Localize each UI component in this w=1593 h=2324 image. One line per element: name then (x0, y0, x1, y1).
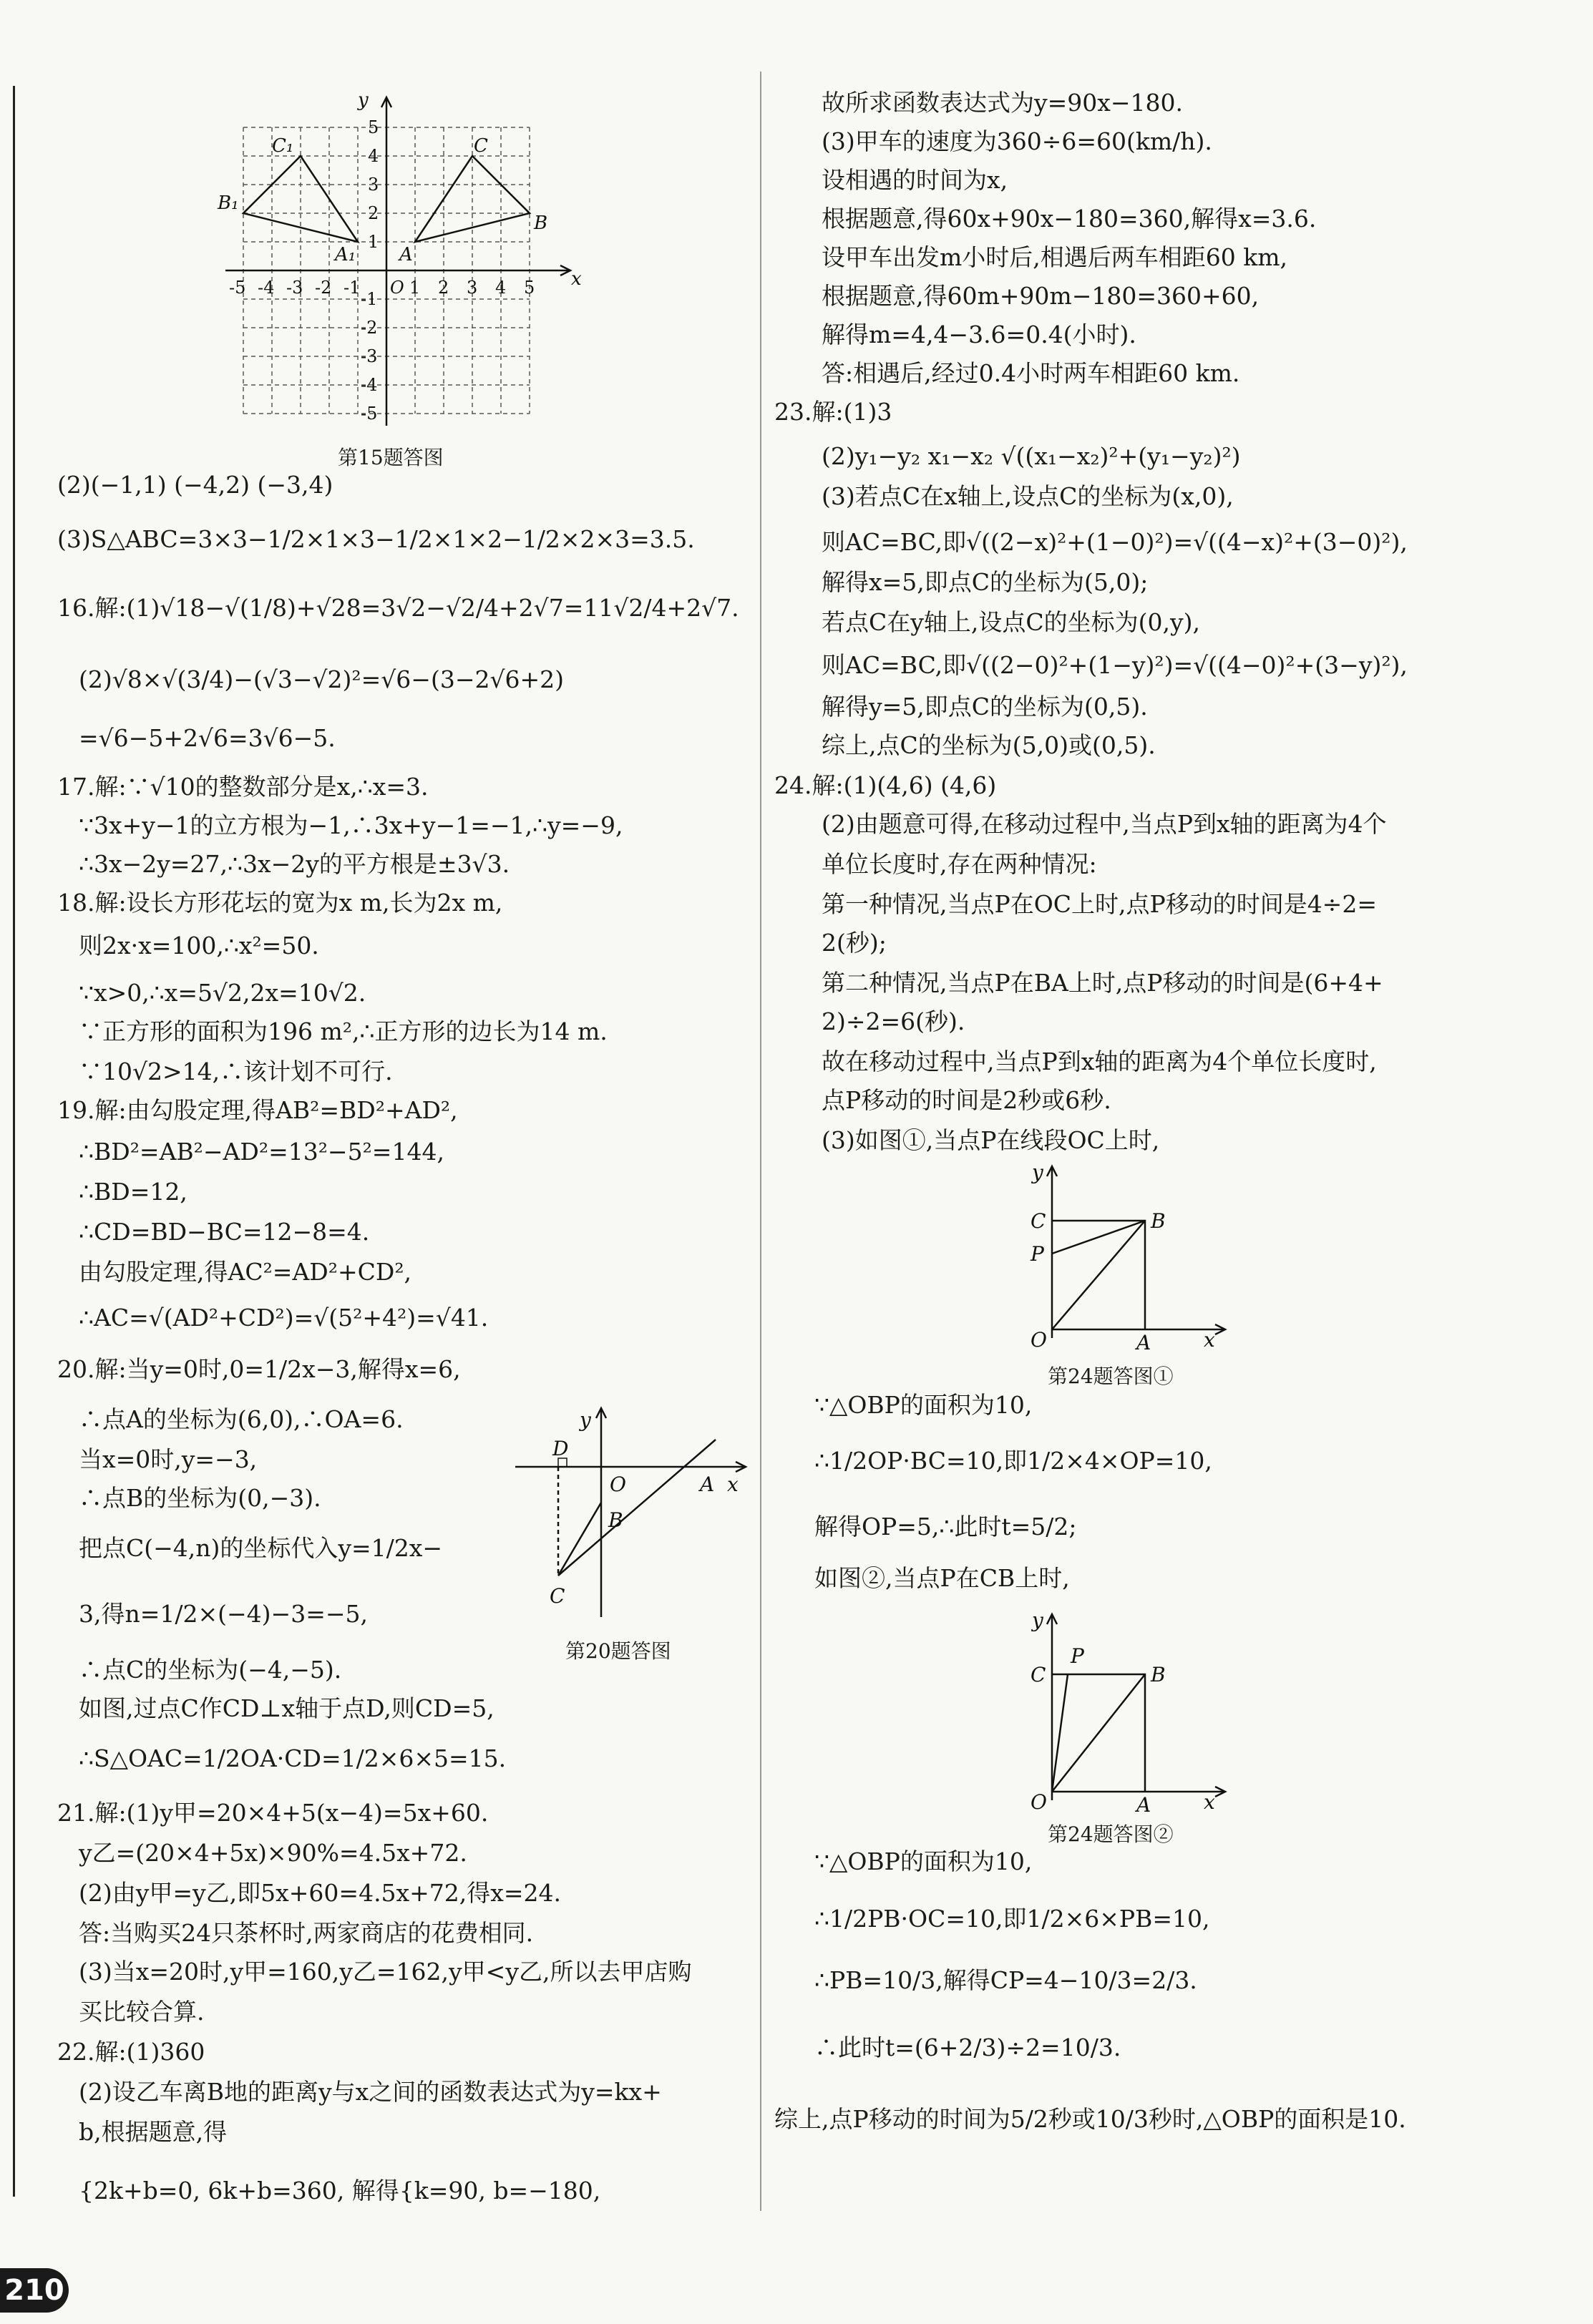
left-line: ∴S△OAC=1/2OA·CD=1/2×6×5=15. (79, 1744, 507, 1772)
right-line: 解得x=5,即点C的坐标为(5,0); (822, 568, 1149, 596)
fig15-label-c1: C₁ (272, 135, 294, 157)
right-line: 23.解:(1)3 (774, 398, 892, 426)
figure-24-1-caption: 第24题答图① (1048, 1364, 1174, 1388)
figure-20-graph (515, 1402, 759, 1631)
right-line: 则AC=BC,即√((2−x)²+(1−0)²)=√((4−x)²+(3−0)²), (822, 528, 1408, 556)
right-line: 则AC=BC,即√((2−0)²+(1−y)²)=√((4−0)²+(3−y)²), (822, 651, 1408, 679)
right-line: ∴此时t=(6+2/3)÷2=10/3. (814, 2034, 1121, 2061)
left-line: 答:当购买24只茶杯时,两家商店的花费相同. (79, 1919, 534, 1947)
fig15-ytick: 5 (368, 117, 379, 137)
fig15-ytick: -2 (361, 318, 378, 338)
right-line: 24.解:(1)(4,6) (4,6) (774, 771, 997, 799)
left-line: {2k+b=0, 6k+b=360, 解得{k=90, b=−180, (79, 2177, 601, 2205)
fig24a-label-c: C (1031, 1209, 1046, 1233)
left-line: ∴AC=√(AD²+CD²)=√(5²+4²)=√41. (79, 1304, 489, 1332)
fig15-xtick: -3 (286, 278, 303, 298)
fig15-label-a: A (399, 244, 413, 265)
right-line: 设相遇的时间为x, (822, 166, 1008, 194)
right-line: 若点C在y轴上,设点C的坐标为(0,y), (822, 608, 1200, 636)
right-line: ∴PB=10/3,解得CP=4−10/3=2/3. (814, 1966, 1197, 1994)
fig24a-label-p: P (1031, 1242, 1044, 1266)
left-line: 把点C(−4,n)的坐标代入y=1/2x− (79, 1534, 443, 1562)
figure-15-caption: 第15题答图 (338, 446, 444, 469)
page-border (13, 86, 15, 2197)
fig24a-label-y: y (1032, 1161, 1043, 1184)
fig15-xtick: -2 (315, 278, 332, 298)
right-line: 根据题意,得60x+90x−180=360,解得x=3.6. (822, 205, 1317, 233)
fig20-label-d: D (552, 1437, 569, 1460)
column-divider (760, 72, 761, 2211)
left-line: b,根据题意,得 (79, 2118, 228, 2146)
left-line: 21.解:(1)y甲=20×4+5(x−4)=5x+60. (57, 1799, 489, 1827)
left-line: 3,得n=1/2×(−4)−3=−5, (79, 1600, 368, 1628)
right-line: 答:相遇后,经过0.4小时两车相距60 km. (822, 359, 1240, 387)
right-line: 第二种情况,当点P在BA上时,点P移动的时间是(6+4+ (822, 969, 1383, 997)
left-line: (2)√8×√(3/4)−(√3−√2)²=√6−(3−2√6+2) (79, 665, 565, 693)
fig15-origin: O (390, 278, 404, 298)
fig15-label-b: B (534, 213, 548, 234)
fig15-ytick: -4 (361, 375, 378, 395)
fig20-label-a: A (700, 1473, 715, 1496)
figure-24-2-graph (1023, 1607, 1238, 1815)
left-line: 22.解:(1)360 (57, 2038, 205, 2066)
right-line: 设甲车出发m小时后,相遇后两车相距60 km, (822, 243, 1288, 271)
left-line: y乙=(20×4+5x)×90%=4.5x+72. (79, 1839, 467, 1867)
fig15-ytick: 2 (368, 203, 379, 223)
left-line: 18.解:设长方形花坛的宽为x m,长为2x m, (57, 889, 503, 917)
left-line: (3)当x=20时,y甲=160,y乙=162,y甲<y乙,所以去甲店购 (79, 1958, 692, 1986)
right-line: 综上,点C的坐标为(5,0)或(0,5). (822, 731, 1156, 759)
right-line: 解得OP=5,∴此时t=5/2; (814, 1513, 1077, 1541)
fig24b-label-y: y (1032, 1608, 1043, 1632)
page-number-badge: 210 (0, 2268, 69, 2313)
fig20-label-b: B (608, 1508, 623, 1532)
left-line: =√6−5+2√6=3√6−5. (79, 724, 336, 752)
fig15-xtick: 4 (495, 278, 507, 298)
right-line: 第一种情况,当点P在OC上时,点P移动的时间是4÷2= (822, 890, 1377, 918)
left-line: 20.解:当y=0时,0=1/2x−3,解得x=6, (57, 1355, 461, 1383)
fig15-label-b1: B₁ (218, 192, 239, 214)
left-line: ∵x>0,∴x=5√2,2x=10√2. (79, 979, 366, 1007)
right-line: 点P移动的时间是2秒或6秒. (822, 1086, 1111, 1114)
right-line: 如图②,当点P在CB上时, (814, 1564, 1070, 1592)
figure-20-caption: 第20题答图 (565, 1639, 671, 1663)
right-line: 根据题意,得60m+90m−180=360+60, (822, 282, 1260, 310)
left-line: ∴点A的坐标为(6,0),∴OA=6. (79, 1405, 404, 1433)
fig15-ytick: 3 (368, 175, 379, 195)
left-line: ∴点C的坐标为(−4,−5). (79, 1656, 342, 1684)
left-line: 如图,过点C作CD⊥x轴于点D,则CD=5, (79, 1694, 495, 1722)
fig15-xtick: -1 (344, 278, 361, 298)
fig15-xtick: 5 (524, 278, 535, 298)
figure-24-2-caption: 第24题答图② (1048, 1822, 1174, 1846)
right-line: 单位长度时,存在两种情况: (822, 850, 1097, 878)
left-line: ∵正方形的面积为196 m²,∴正方形的边长为14 m. (79, 1017, 608, 1045)
fig24a-label-x: x (1204, 1328, 1215, 1352)
left-line: 16.解:(1)√18−√(1/8)+√28=3√2−√2/4+2√7=11√2/4+2√7. (57, 594, 739, 622)
right-line: 综上,点P移动的时间为5/2秒或10/3秒时,△OBP的面积是10. (774, 2105, 1406, 2133)
right-line: (3)若点C在x轴上,设点C的坐标为(x,0), (822, 482, 1234, 510)
fig15-ytick: 1 (368, 232, 379, 252)
left-line: ∵10√2>14,∴该计划不可行. (79, 1058, 393, 1085)
right-line: (2)由题意可得,在移动过程中,当点P到x轴的距离为4个 (822, 810, 1387, 838)
fig15-label-a1: A₁ (335, 244, 356, 265)
right-line: 2)÷2=6(秒). (822, 1007, 965, 1035)
fig24a-label-o: O (1031, 1328, 1047, 1352)
fig24b-label-x: x (1204, 1790, 1215, 1814)
left-line: 19.解:由勾股定理,得AB²=BD²+AD², (57, 1096, 458, 1124)
figure-15-coordinate-grid (215, 86, 587, 444)
left-line: 17.解:∵√10的整数部分是x,∴x=3. (57, 773, 429, 801)
fig20-label-x: x (727, 1473, 739, 1496)
right-line: ∵△OBP的面积为10, (814, 1847, 1033, 1875)
fig20-label-o: O (610, 1473, 626, 1496)
fig24b-label-c: C (1031, 1663, 1046, 1686)
left-line: (3)S△ABC=3×3−1/2×1×3−1/2×1×2−1/2×2×3=3.5. (57, 525, 695, 553)
fig15-axis-y: y (358, 89, 369, 111)
left-line: ∴BD=12, (79, 1178, 187, 1206)
left-line: 则2x·x=100,∴x²=50. (79, 932, 319, 960)
right-line: (3)如图①,当点P在线段OC上时, (822, 1126, 1160, 1154)
fig20-label-c: C (550, 1584, 565, 1608)
fig15-xtick: 1 (409, 278, 421, 298)
left-line: ∴CD=BD−BC=12−8=4. (79, 1218, 370, 1246)
fig24a-label-b: B (1151, 1209, 1166, 1233)
left-line: ∴3x−2y=27,∴3x−2y的平方根是±3√3. (79, 850, 510, 878)
fig24a-label-a: A (1136, 1331, 1151, 1352)
left-line: 当x=0时,y=−3, (79, 1445, 258, 1473)
right-line: 故所求函数表达式为y=90x−180. (822, 89, 1184, 117)
fig15-xtick: 3 (467, 278, 478, 298)
right-line: 故在移动过程中,当点P到x轴的距离为4个单位长度时, (822, 1048, 1377, 1075)
right-line: 2(秒); (822, 929, 887, 957)
fig15-axis-x: x (571, 268, 582, 290)
right-line: 解得y=5,即点C的坐标为(0,5). (822, 693, 1148, 721)
fig20-label-y: y (580, 1408, 591, 1432)
fig24b-label-a: A (1136, 1793, 1151, 1815)
right-line: 解得m=4,4−3.6=0.4(小时). (822, 321, 1136, 348)
fig24b-label-b: B (1151, 1663, 1166, 1686)
fig15-xtick: 2 (438, 278, 449, 298)
figure-24-1-graph (1023, 1159, 1238, 1352)
left-line: ∴点B的坐标为(0,−3). (79, 1484, 321, 1512)
fig24b-label-p: P (1071, 1644, 1084, 1668)
fig15-ytick: -1 (361, 289, 378, 309)
left-line: (2)由y甲=y乙,即5x+60=4.5x+72,得x=24. (79, 1879, 562, 1907)
right-line: ∴1/2OP·BC=10,即1/2×4×OP=10, (814, 1447, 1212, 1475)
right-line: ∵△OBP的面积为10, (814, 1391, 1033, 1419)
fig15-label-c: C (474, 135, 488, 157)
right-line: (2)y₁−y₂ x₁−x₂ √((x₁−x₂)²+(y₁−y₂)²) (822, 442, 1241, 470)
fig15-xtick: -5 (229, 278, 246, 298)
right-line: ∴1/2PB·OC=10,即1/2×6×PB=10, (814, 1905, 1210, 1933)
right-line: (3)甲车的速度为360÷6=60(km/h). (822, 127, 1212, 155)
left-line: ∴BD²=AB²−AD²=13²−5²=144, (79, 1138, 444, 1166)
fig15-xtick: -4 (258, 278, 275, 298)
fig15-ytick: -5 (361, 404, 378, 424)
left-line: (2)(−1,1) (−4,2) (−3,4) (57, 471, 333, 499)
left-line: 由勾股定理,得AC²=AD²+CD², (79, 1258, 412, 1286)
left-line: (2)设乙车离B地的距离y与x之间的函数表达式为y=kx+ (79, 2078, 662, 2106)
left-line: 买比较合算. (79, 1998, 205, 2026)
left-line: ∵3x+y−1的立方根为−1,∴3x+y−1=−1,∴y=−9, (79, 811, 623, 839)
fig15-ytick: -3 (361, 346, 378, 366)
fig24b-label-o: O (1031, 1790, 1047, 1814)
fig15-ytick: 4 (368, 146, 379, 166)
